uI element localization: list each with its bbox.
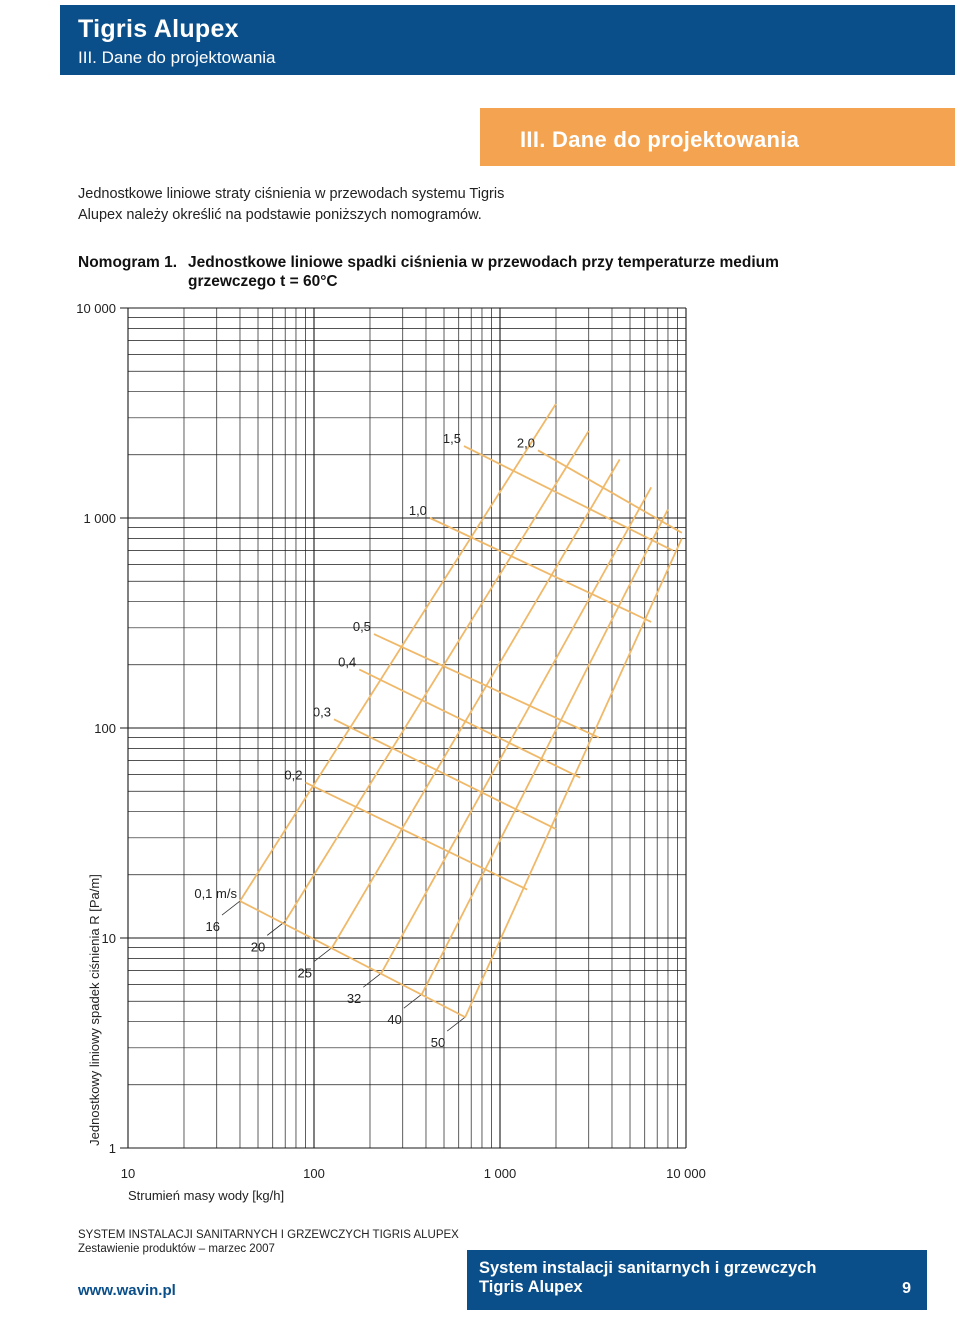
page-number: 9	[902, 1280, 911, 1297]
diameter-leader	[447, 1017, 465, 1031]
caption-line2: grzewczego t = 60°C	[188, 273, 338, 290]
velocity-label: 0,5	[352, 619, 371, 635]
footer-bar-line2: Tigris Alupex	[479, 1278, 583, 1296]
caption-line1: Jednostkowe liniowe spadki ciśnienia w przewodach przy temperaturze medium	[188, 254, 779, 271]
velocity-label: 0,2	[284, 767, 303, 783]
header-title: Tigris Alupex	[78, 15, 239, 43]
footer-line2: Zestawienie produktów – marzec 2007	[78, 1243, 275, 1255]
x-tick-label: 10 000	[666, 1166, 706, 1181]
diameter-label: 16	[205, 919, 220, 935]
velocity-label: 1,5	[442, 431, 461, 447]
y-tick-label: 100	[94, 721, 116, 736]
footer-line1: SYSTEM INSTALACJI SANITARNYCH I GRZEWCZYCH TIGRIS ALUPEX	[78, 1229, 459, 1241]
diameter-line	[465, 538, 682, 1017]
velocity-label: 0,4	[338, 654, 357, 670]
velocity-line	[359, 669, 580, 777]
velocity-label: 0,3	[312, 704, 331, 720]
velocity-label: 2,0	[516, 435, 535, 451]
y-tick-label: 1	[108, 1141, 116, 1156]
velocity-label: 0,1 m/s	[194, 886, 237, 902]
diameter-label: 20	[250, 939, 266, 955]
y-tick-label: 10	[101, 931, 116, 946]
footer-bar-line1: System instalacji sanitarnych i grzewczych	[479, 1259, 817, 1277]
diameter-line	[285, 431, 589, 922]
footer-bar	[467, 1250, 927, 1310]
diameter-label: 40	[387, 1012, 402, 1028]
y-axis-title: Jednostkowy liniowy spadek ciśnienia R [Pa/m]	[87, 874, 102, 1146]
x-tick-label: 1 000	[483, 1166, 517, 1181]
y-tick-label: 1 000	[83, 511, 116, 526]
section-title: III. Dane do projektowania	[520, 127, 800, 152]
diameter-leader	[363, 973, 381, 987]
x-tick-label: 100	[303, 1166, 325, 1181]
caption-label: Nomogram 1.	[78, 254, 178, 271]
header-subtitle: III. Dane do projektowania	[78, 48, 276, 67]
velocity-label: 1,0	[408, 503, 427, 518]
y-tick-label: 10 000	[76, 301, 116, 316]
velocity-line	[430, 518, 651, 622]
diameter-line	[332, 459, 620, 947]
diameter-line	[381, 487, 651, 973]
footer-url-link[interactable]: www.wavin.pl	[78, 1282, 176, 1299]
diameter-leader	[222, 901, 240, 915]
intro-paragraph: Jednostkowe liniowe straty ciśnienia w przewodach systemu Tigris Alupex należy określić na podstawie poniższych nomogramów.	[78, 186, 505, 223]
diameter-label: 32	[346, 991, 362, 1007]
diameter-leader	[314, 948, 332, 962]
velocity-line	[538, 450, 682, 532]
diameter-label: 50	[430, 1035, 446, 1051]
x-tick-label: 10	[120, 1166, 136, 1181]
diameter-label: 25	[297, 965, 313, 981]
x-axis-title: Strumień masy wody [kg/h]	[128, 1188, 285, 1203]
